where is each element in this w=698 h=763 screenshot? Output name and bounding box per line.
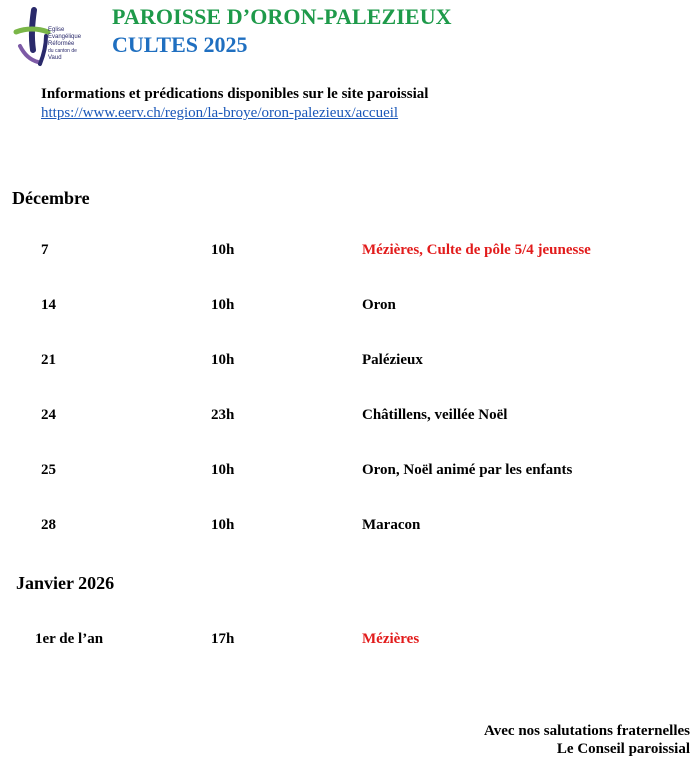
- logo-line: Eglise: [48, 27, 65, 33]
- row-place: Châtillens, veillée Noël: [362, 407, 508, 423]
- row-day: 24: [41, 407, 56, 423]
- signoff-greeting: Avec nos salutations fraternelles: [484, 723, 690, 739]
- row-place: Mézières, Culte de pôle 5/4 jeunesse: [362, 242, 591, 258]
- row-place: Maracon: [362, 517, 421, 533]
- logo-line: Vaud: [48, 55, 62, 61]
- row-time: 10h: [211, 297, 235, 313]
- month-heading: Décembre: [12, 188, 90, 208]
- page-title: PAROISSE D’ORON-PALEZIEUX: [112, 4, 452, 29]
- row-time: 10h: [211, 462, 235, 478]
- row-day: 14: [41, 297, 56, 313]
- row-place: Oron: [362, 297, 396, 313]
- signoff-signature: Le Conseil paroissial: [556, 741, 690, 757]
- row-time: 10h: [211, 517, 235, 533]
- logo-line: Evangélique: [48, 34, 82, 40]
- row-time: 23h: [211, 407, 235, 423]
- row-place: Palézieux: [362, 352, 423, 368]
- row-day: 1er de l’an: [35, 631, 104, 647]
- page-subtitle: CULTES 2025: [112, 32, 248, 57]
- info-text: Informations et prédications disponibles sur le site paroissial: [41, 86, 429, 102]
- row-place: Oron, Noël animé par les enfants: [362, 462, 573, 478]
- logo-line: Réformée: [48, 41, 75, 47]
- logo-line: du canton de: [48, 48, 77, 54]
- row-time: 10h: [211, 242, 235, 258]
- website-link[interactable]: https://www.eerv.ch/region/la-broye/oron-palezieux/accueil: [41, 105, 399, 121]
- row-day: 28: [41, 517, 56, 533]
- row-place: Mézières: [362, 631, 420, 647]
- row-time: 17h: [211, 631, 235, 647]
- month-heading: Janvier 2026: [16, 573, 115, 593]
- row-time: 10h: [211, 352, 235, 368]
- row-day: 25: [41, 462, 56, 478]
- row-day: 7: [41, 242, 49, 258]
- eerv-logo: [12, 6, 102, 76]
- row-day: 21: [41, 352, 56, 368]
